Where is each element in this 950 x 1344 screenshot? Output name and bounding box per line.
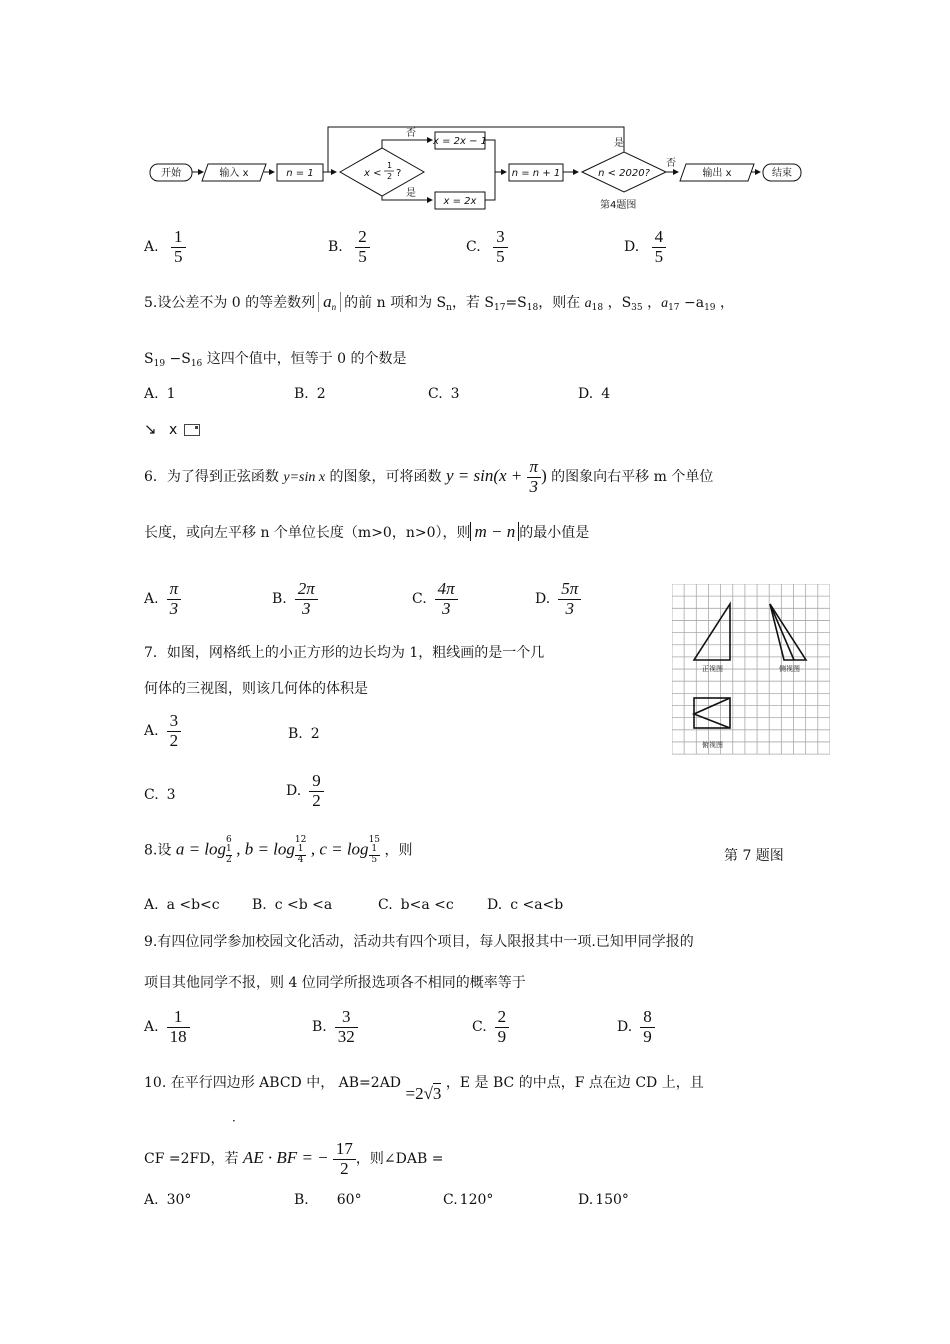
flow-increment-label: n = n + 1 (511, 168, 561, 179)
flow-cond1-left: x < (364, 168, 382, 179)
q8-option-b[interactable]: B. c <b <a (252, 897, 333, 913)
q4-option-c[interactable]: C. $\frac{3}{5}$ (466, 228, 508, 266)
fraction: $\frac{5\pi}{3}$ (558, 580, 581, 618)
fraction: $\frac{2}{5}$ (355, 228, 370, 266)
q5-option-c[interactable]: C. 3 (428, 386, 460, 402)
flow-branch-no-label: x = 2x − 1 (432, 136, 488, 147)
flow-caption: 第4题图 (600, 200, 637, 211)
fraction: $\frac{8}{9}$ (640, 1008, 655, 1046)
q7-stem-line2: 何体的三视图，则该几何体的体积是 (144, 681, 368, 697)
fraction: $\frac{17}{2}$ (333, 1140, 356, 1178)
q5-stem-line2: $S_{19} -S_{16}$ 这四个值中，恒等于 0 的个数是 (144, 351, 407, 369)
fraction: $\frac{\pi}{3}$ (167, 580, 182, 618)
q8-option-d[interactable]: D. c <a<b (487, 897, 564, 913)
flowchart (140, 118, 820, 218)
top-view-shape (694, 698, 730, 728)
fraction: $\frac{2}{9}$ (495, 1008, 510, 1046)
fraction: $\frac{9}{2}$ (309, 772, 324, 810)
q6-option-a[interactable]: A. $\frac{\pi}{3}$ (144, 580, 181, 618)
q7-option-d[interactable]: D. $\frac{9}{2}$ (286, 772, 324, 810)
q5-option-d[interactable]: D. 4 (578, 386, 611, 402)
front-view-shape (694, 604, 730, 660)
q6-stem-line2: 长度，或向左平移 n 个单位长度（m>0，n>0），则 m − n 的最小值是 (144, 522, 590, 541)
q5-option-a[interactable]: A. 1 (144, 386, 176, 402)
q6-stem-line1: 6．为了得到正弦函数 y=sin x 的图象，可将函数 y = sin(x + $\frac{\pi}{3}$ ) 的图象向右平移 m 个单位 (144, 457, 714, 496)
flow-no-label-1: 否 (406, 128, 416, 139)
fraction: $\frac{3}{32}$ (335, 1008, 358, 1046)
fraction: $\frac{2\pi}{3}$ (295, 580, 318, 618)
q6-option-b[interactable]: B. $\frac{2\pi}{3}$ (272, 580, 318, 618)
stray-artifact: ↘ x (144, 420, 200, 438)
flow-branch-yes-label: x = 2x (443, 196, 477, 207)
flow-cond1-q: ? (396, 168, 402, 179)
q7-option-a[interactable]: A. $\frac{3}{2}$ (144, 712, 181, 750)
top-view-label: 俯视图 (702, 741, 723, 749)
q10-option-c[interactable]: C. 120° (443, 1192, 494, 1208)
q4-option-a[interactable]: A. $\frac{1}{5}$ (144, 228, 186, 266)
flow-cond2-label: n < 2020? (598, 168, 650, 179)
arrow-down-right-icon: ↘ (144, 420, 157, 438)
q10-stem-line2: CF =2FD，若 AE · BF = − $\frac{17}{2}$ ，则∠DAB = (144, 1139, 444, 1178)
fraction: $\frac{4\pi}{3}$ (435, 580, 458, 618)
q6-option-d[interactable]: D. $\frac{5\pi}{3}$ (535, 580, 581, 618)
flow-output-label: 输出 x (702, 168, 732, 179)
q9-stem-line2: 项目其他同学不报，则 4 位同学所报选项各不相同的概率等于 (144, 975, 526, 991)
q7-stem-line1: 7．如图，网格纸上的小正方形的边长均为 1，粗线画的是一个几 (144, 645, 545, 661)
q9-stem-line1: 9.有四位同学参加校园文化活动，活动共有四个项目，每人限报其中一项.已知甲同学报的 (144, 934, 694, 950)
q4-option-d[interactable]: D. $\frac{4}{5}$ (624, 228, 666, 266)
flow-yes-label-1: 是 (406, 188, 416, 199)
side-view-label: 侧视图 (779, 665, 800, 673)
q9-option-c[interactable]: C. $\frac{2}{9}$ (472, 1008, 509, 1046)
sqrt-symbol: √ (423, 1084, 433, 1103)
q8-option-a[interactable]: A. a <b<c (144, 897, 220, 913)
q5-option-b[interactable]: B. 2 (294, 386, 326, 402)
flow-input-label: 输入 x (219, 168, 249, 179)
flow-cond1-num: 1 (387, 161, 393, 170)
flow-yes-label-2: 是 (614, 138, 624, 149)
fraction: $\frac{1}{5}$ (171, 228, 186, 266)
q7-option-b[interactable]: B. 2 (288, 726, 320, 742)
flow-cond1-den: 2 (387, 172, 393, 181)
flow-end-label: 结束 (772, 168, 792, 179)
fraction: $\frac{4}{5}$ (652, 228, 667, 266)
q7-option-c[interactable]: C. 3 (144, 787, 176, 803)
fraction: $\frac{3}{5}$ (493, 228, 508, 266)
front-view-label: 正视图 (702, 665, 723, 673)
fraction: $\frac{\pi}{3}$ (527, 458, 542, 496)
q10-option-b[interactable]: B. 60° (294, 1192, 362, 1208)
side-view-shape (770, 604, 806, 660)
q10-option-a[interactable]: A. 30° (144, 1192, 192, 1208)
flow-no-label-2: 否 (666, 158, 676, 169)
q10-stem-line1: 10. 在平行四边形 ABCD 中， AB=2AD =2√3 ，E 是 BC 的中点，F 点在边 CD 上，且 (144, 1075, 704, 1103)
q10-option-d[interactable]: D. 150° (578, 1192, 629, 1208)
q8-option-c[interactable]: C. b<a <c (378, 897, 454, 913)
flow-start-label: 开始 (161, 168, 181, 179)
flow-init-label: n = 1 (286, 168, 314, 179)
small-box-icon (184, 424, 200, 436)
fraction: $\frac{1}{18}$ (167, 1008, 190, 1046)
q5-stem-line1: 5.设公差不为 0 的等差数列 $a_n$ 的前 n 项和为 $S_n$，若 $S_{17}=S_{18}$，则在 $a_{18}$ ，$S_{35}$ ，$a_{17} -a_{19}$ ， (144, 292, 734, 313)
q4-option-b[interactable]: B. $\frac{2}{5}$ (328, 228, 370, 266)
q9-option-a[interactable]: A. $\frac{1}{18}$ (144, 1008, 190, 1046)
q8-stem: 8.设 a = log 6 1 2 , b = log 12 1 4 , c = log 15 1 5 ，则 (144, 835, 413, 865)
q9-option-d[interactable]: D. $\frac{8}{9}$ (617, 1008, 655, 1046)
q6-option-c[interactable]: C. $\frac{4\pi}{3}$ (412, 580, 458, 618)
fraction: $\frac{3}{2}$ (167, 712, 182, 750)
three-view-grid-figure (672, 584, 830, 758)
stray-dot: · (232, 1114, 236, 1128)
q7-caption: 第 7 题图 (724, 848, 784, 864)
q9-option-b[interactable]: B. $\frac{3}{32}$ (312, 1008, 358, 1046)
